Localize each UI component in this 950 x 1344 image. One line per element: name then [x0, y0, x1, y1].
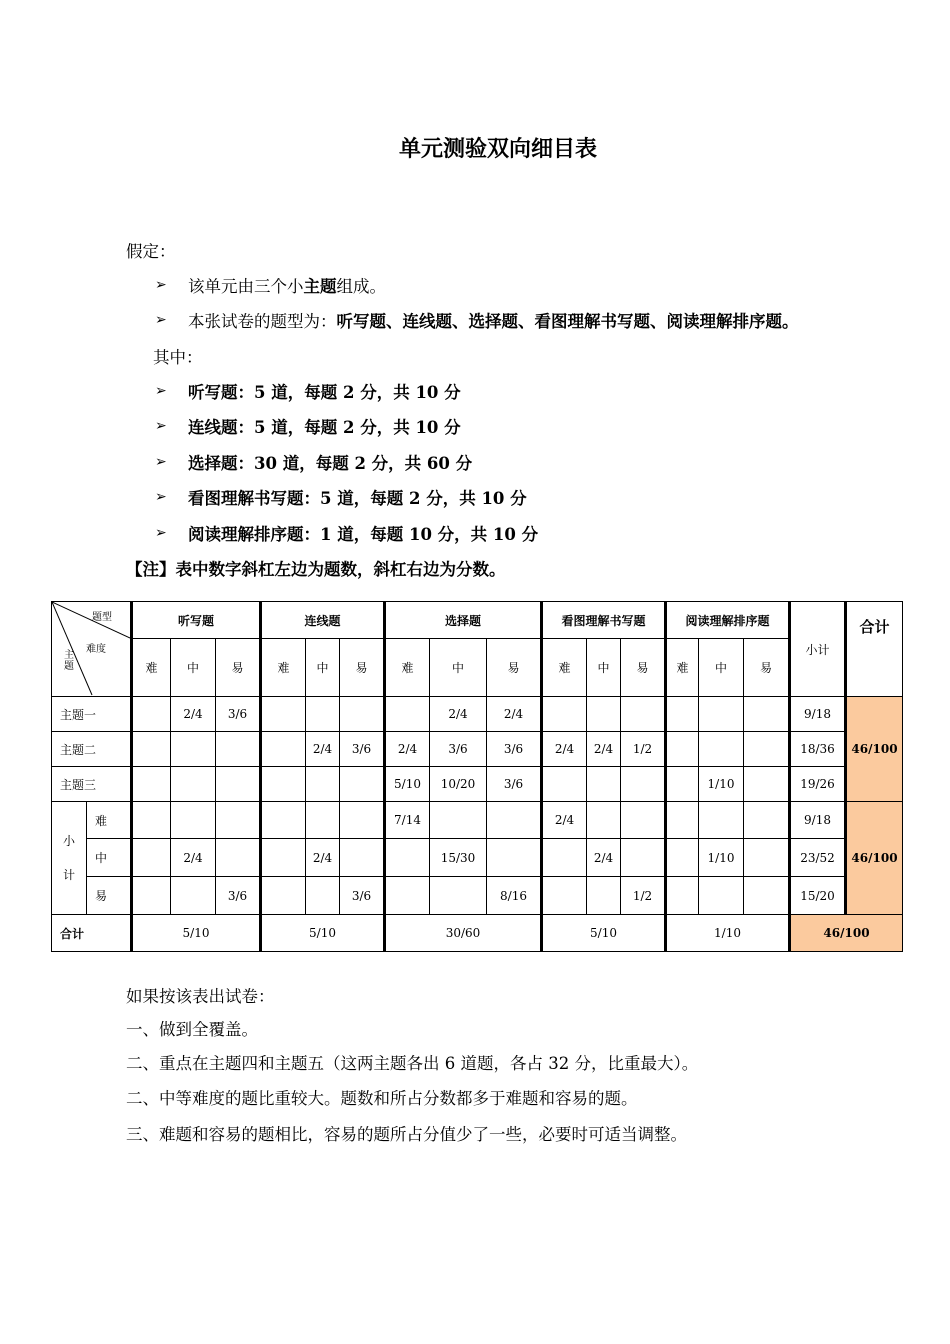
- table-cell: 1/10: [699, 839, 744, 877]
- table-cell: [744, 877, 790, 915]
- table-cell: 2/4: [587, 839, 621, 877]
- table-cell: [306, 697, 340, 732]
- table-cell: 2/4: [542, 732, 587, 767]
- subtotal-cell: 18/36: [790, 732, 846, 767]
- table-cell: [261, 802, 306, 839]
- table-cell: [430, 877, 487, 915]
- item-1: 听写题：5 道，每题 2 分，共 10 分: [188, 383, 461, 402]
- bullet-2: 本张试卷的题型为：听写题、连线题、选择题、看图理解书写题、阅读理解排序题。: [188, 312, 799, 331]
- table-row: [52, 915, 903, 952]
- table-cell: [430, 802, 487, 839]
- table-cell: 3/6: [487, 732, 542, 767]
- total-cell: 1/10: [666, 915, 790, 952]
- table-cell: [261, 839, 306, 877]
- total-cell: 5/10: [542, 915, 666, 952]
- table-cell: [542, 767, 587, 802]
- type-header-picture-writing: 看图理解书写题: [542, 602, 666, 639]
- total-cell: 30/60: [385, 915, 542, 952]
- table-cell: 3/6: [487, 767, 542, 802]
- level-hard: 难: [132, 639, 171, 697]
- topic-label: 主题二: [52, 732, 132, 767]
- item-2: 连线题：5 道，每题 2 分，共 10 分: [188, 418, 461, 437]
- type-header-matching: 连线题: [261, 602, 385, 639]
- table-cell: [542, 697, 587, 732]
- table-cell: 2/4: [430, 697, 487, 732]
- level-hard: 难: [261, 639, 306, 697]
- item-3: 选择题：30 道，每题 2 分，共 60 分: [188, 454, 473, 473]
- table-cell: [699, 697, 744, 732]
- subtotal-cell: 23/52: [790, 839, 846, 877]
- arrow-icon: ➢: [155, 383, 167, 399]
- total-row-label: 合计: [52, 915, 132, 952]
- table-cell: [666, 802, 699, 839]
- table-cell: [621, 767, 666, 802]
- difficulty-label: 难: [87, 802, 132, 839]
- table-cell: [744, 839, 790, 877]
- arrow-icon: ➢: [155, 525, 167, 541]
- table-cell: [340, 697, 385, 732]
- table-cell: [261, 877, 306, 915]
- level-hard: 难: [542, 639, 587, 697]
- table-cell: [487, 802, 542, 839]
- table-row: [52, 767, 903, 802]
- level-medium: 中: [171, 639, 216, 697]
- note: 【注】表中数字斜杠左边为题数，斜杠右边为分数。: [126, 560, 506, 579]
- table-cell: [216, 732, 261, 767]
- table-cell: [542, 877, 587, 915]
- table-cell: 1/2: [621, 732, 666, 767]
- corner-topic-label: 主题: [64, 650, 74, 672]
- level-easy: 易: [216, 639, 261, 697]
- total-cell: 5/10: [132, 915, 261, 952]
- subtotal-cell: 15/20: [790, 877, 846, 915]
- level-medium: 中: [430, 639, 487, 697]
- table-cell: [340, 839, 385, 877]
- table-cell: [699, 877, 744, 915]
- corner-cell: [52, 602, 132, 697]
- table-cell: [699, 802, 744, 839]
- subtotal-cell: 19/26: [790, 767, 846, 802]
- table-cell: [132, 697, 171, 732]
- footer-line-2: 一、做到全覆盖。: [126, 1020, 258, 1039]
- table-cell: 3/6: [340, 877, 385, 915]
- table-cell: [132, 732, 171, 767]
- table-cell: [132, 839, 171, 877]
- difficulty-label: 中: [87, 839, 132, 877]
- table-cell: 3/6: [216, 697, 261, 732]
- bullet-1: 该单元由三个小主题组成。: [188, 277, 386, 296]
- table-cell: 2/4: [171, 697, 216, 732]
- table-cell: 2/4: [487, 697, 542, 732]
- footer-line-3: 二、重点在主题四和主题五（这两主题各出 6 道题，各占 32 分，比重最大）。: [126, 1054, 699, 1073]
- level-easy: 易: [621, 639, 666, 697]
- level-easy: 易: [744, 639, 790, 697]
- table-cell: [216, 802, 261, 839]
- page-title: 单元测验双向细目表: [398, 137, 597, 162]
- table-cell: [340, 802, 385, 839]
- table-row: [52, 732, 903, 767]
- table-cell: [306, 767, 340, 802]
- table-cell: 8/16: [487, 877, 542, 915]
- table-cell: [171, 732, 216, 767]
- spec-table: [51, 601, 903, 952]
- arrow-icon: ➢: [155, 312, 167, 328]
- table-cell: 3/6: [216, 877, 261, 915]
- arrow-icon: ➢: [155, 277, 167, 293]
- item-5: 阅读理解排序题：1 道，每题 10 分，共 10 分: [188, 525, 539, 544]
- table-cell: [132, 877, 171, 915]
- footer-line-5: 三、难题和容易的题相比，容易的题所占分值少了一些，必要时可适当调整。: [126, 1125, 687, 1144]
- level-medium: 中: [587, 639, 621, 697]
- arrow-icon: ➢: [155, 489, 167, 505]
- table-cell: [666, 732, 699, 767]
- table-cell: [261, 732, 306, 767]
- table-cell: [587, 767, 621, 802]
- table-cell: 5/10: [385, 767, 430, 802]
- level-medium: 中: [699, 639, 744, 697]
- topic-label: 主题三: [52, 767, 132, 802]
- type-header-dictation: 听写题: [132, 602, 261, 639]
- table-cell: [340, 767, 385, 802]
- table-cell: [666, 839, 699, 877]
- item-4: 看图理解书写题：5 道，每题 2 分，共 10 分: [188, 489, 527, 508]
- footer-line-1: 如果按该表出试卷：: [126, 987, 275, 1006]
- grand-total-cell: 46/100: [790, 915, 903, 952]
- table-cell: [621, 697, 666, 732]
- table-cell: 1/10: [699, 767, 744, 802]
- difficulty-total-cell: 46/100: [846, 802, 903, 915]
- table-cell: [171, 802, 216, 839]
- table-cell: [261, 697, 306, 732]
- type-header-choice: 选择题: [385, 602, 542, 639]
- level-easy: 易: [340, 639, 385, 697]
- table-cell: [621, 802, 666, 839]
- table-cell: [171, 877, 216, 915]
- subtotal-header: 小计: [790, 602, 846, 697]
- arrow-icon: ➢: [155, 454, 167, 470]
- table-cell: 2/4: [542, 802, 587, 839]
- table-cell: 3/6: [340, 732, 385, 767]
- table-cell: [699, 732, 744, 767]
- total-cell: 5/10: [261, 915, 385, 952]
- corner-difficulty-label: 难度: [86, 644, 106, 655]
- table-cell: [306, 877, 340, 915]
- table-cell: 2/4: [385, 732, 430, 767]
- table-cell: [744, 767, 790, 802]
- table-cell: [132, 802, 171, 839]
- table-cell: [666, 877, 699, 915]
- arrow-icon: ➢: [155, 418, 167, 434]
- table-cell: 1/2: [621, 877, 666, 915]
- table-cell: [744, 697, 790, 732]
- level-hard: 难: [666, 639, 699, 697]
- topics-total-cell: 46/100: [846, 697, 903, 802]
- table-cell: 15/30: [430, 839, 487, 877]
- table-cell: [385, 877, 430, 915]
- among-label: 其中：: [153, 348, 203, 367]
- table-cell: [385, 839, 430, 877]
- table-cell: [306, 802, 340, 839]
- table-cell: [744, 802, 790, 839]
- table-row: [52, 802, 903, 839]
- level-easy: 易: [487, 639, 542, 697]
- table-cell: 10/20: [430, 767, 487, 802]
- subtotal-cell: 9/18: [790, 697, 846, 732]
- table-cell: [216, 767, 261, 802]
- level-hard: 难: [385, 639, 430, 697]
- difficulty-label: 易: [87, 877, 132, 915]
- table-cell: [171, 767, 216, 802]
- table-cell: [587, 877, 621, 915]
- table-cell: [216, 839, 261, 877]
- table-cell: [621, 839, 666, 877]
- table-cell: 2/4: [306, 839, 340, 877]
- table-cell: [666, 767, 699, 802]
- table-cell: [587, 802, 621, 839]
- footer-line-4: 二、中等难度的题比重较大。题数和所占分数都多于难题和容易的题。: [126, 1089, 638, 1108]
- subtotal-cell: 9/18: [790, 802, 846, 839]
- table-row: [52, 839, 903, 877]
- table-cell: 2/4: [306, 732, 340, 767]
- corner-type-label: 题型: [92, 612, 112, 623]
- table-cell: [666, 697, 699, 732]
- type-header-reading-order: 阅读理解排序题: [666, 602, 790, 639]
- table-cell: [744, 732, 790, 767]
- table-cell: [487, 839, 542, 877]
- topic-label: 主题一: [52, 697, 132, 732]
- table-row: [52, 877, 903, 915]
- table-cell: [132, 767, 171, 802]
- table-cell: 3/6: [430, 732, 487, 767]
- table-cell: [587, 697, 621, 732]
- level-medium: 中: [306, 639, 340, 697]
- subtotal-row-label: 小计: [52, 802, 87, 915]
- table-cell: [261, 767, 306, 802]
- assume-label: 假定：: [126, 242, 176, 261]
- table-cell: [542, 839, 587, 877]
- table-cell: 2/4: [587, 732, 621, 767]
- table-cell: 7/14: [385, 802, 430, 839]
- total-header: 合计: [846, 602, 903, 697]
- table-cell: [385, 697, 430, 732]
- table-cell: 2/4: [171, 839, 216, 877]
- table-row: [52, 697, 903, 732]
